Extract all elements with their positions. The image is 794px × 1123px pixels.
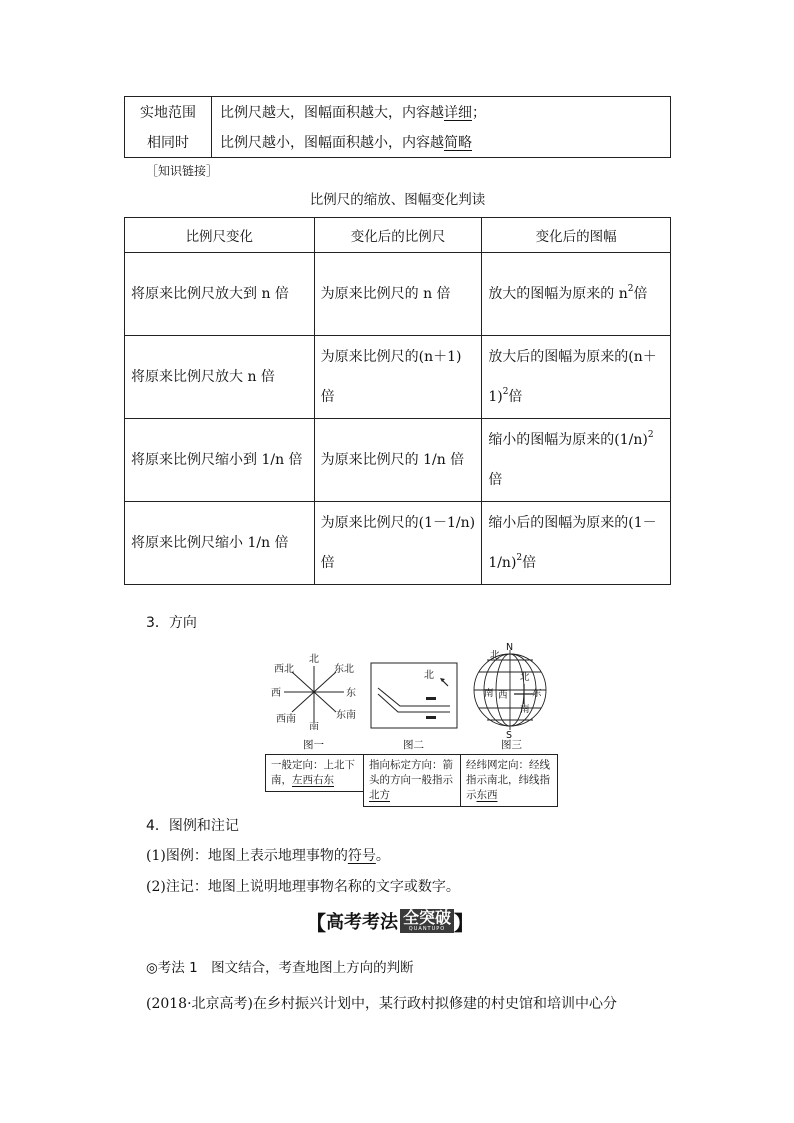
underlined-answer: 简略 — [444, 135, 472, 151]
direction-east-label: 东 — [532, 688, 542, 699]
banner-bracket: 【 — [306, 910, 326, 935]
table-cell: 将原来比例尺放大到 n 倍 — [125, 253, 315, 336]
figure-caption: 经纬网定向：经线指示南北，纬线指示东西 — [460, 754, 558, 807]
direction-northwest-label: 西北 — [274, 664, 294, 675]
column-header: 变化后的图幅 — [482, 218, 671, 253]
table-cell: 放大的图幅为原来的 $n^2$倍 — [482, 253, 671, 336]
underlined-answer: 详细 — [444, 105, 472, 121]
direction-north-label: 北 — [520, 672, 530, 683]
direction-north-label: 北 — [490, 650, 500, 661]
pole-north-label: N — [506, 642, 514, 653]
pole-south-label: S — [506, 730, 513, 738]
figure-caption: 一般定向：上北下南，左西右东 — [265, 754, 367, 792]
graticule-globe-diagram — [470, 642, 554, 738]
knowledge-link-label: ［知识链接］ — [146, 164, 219, 178]
table-cell — [212, 127, 671, 158]
figure-label: 图三 — [501, 739, 522, 751]
banner-highlight: 全突破 QUANTUPO — [400, 909, 454, 933]
direction-northeast-label: 东北 — [334, 664, 354, 675]
table-cell: 为原来比例尺的(n＋1)倍 — [314, 336, 482, 419]
table-cell: 相同时 — [125, 127, 212, 158]
table-cell: 将原来比例尺缩小 1/n 倍 — [125, 502, 315, 585]
section-heading-legend: 4．图例和注记 — [146, 818, 239, 834]
cell-text: 比例尺越小，图幅面积越小，内容越 — [220, 135, 444, 151]
table-row — [125, 97, 671, 128]
question-text: (2018·北京高考)在乡村振兴计划中，某行政村拟修建的村史馆和培训中心分 — [146, 996, 618, 1012]
table-header-row — [125, 218, 671, 253]
table-cell: 将原来比例尺放大 n 倍 — [125, 336, 315, 419]
banner-bracket: 】 — [454, 910, 475, 935]
table-cell: 放大后的图幅为原来的$(n+1)^2$倍 — [482, 336, 671, 419]
direction-south-label: 南 — [520, 704, 530, 715]
compass-rose-diagram — [268, 650, 360, 730]
table-row — [125, 419, 671, 502]
column-header: 变化后的比例尺 — [314, 218, 482, 253]
cell-text: 比例尺越大，图幅面积越大，内容越 — [220, 105, 444, 121]
direction-south-label: 南 — [309, 722, 319, 730]
annotation-definition: (2)注记：地图上说明地理事物名称的文字或数字。 — [146, 879, 460, 895]
table-title: 比例尺的缩放、图幅变化判读 — [309, 192, 486, 208]
direction-southeast-label: 东南 — [336, 710, 356, 721]
banner-title: 高考考法 — [326, 912, 398, 933]
figure-caption: 指向标定方向：箭头的方向一般指示北方 — [363, 754, 461, 807]
table-cell — [212, 97, 671, 128]
north-arrow-label: 北 — [424, 670, 434, 681]
direction-south-label: 南 — [484, 688, 494, 699]
table-cell: 为原来比例尺的 1/n 倍 — [314, 419, 482, 502]
table-row — [125, 502, 671, 585]
table-cell: 为原来比例尺的(1－1/n)倍 — [314, 502, 482, 585]
table-cell: 将原来比例尺缩小到 1/n 倍 — [125, 419, 315, 502]
method-heading: ◎考法 1 图文结合，考查地图上方向的判断 — [146, 960, 414, 976]
north-arrow-map-diagram — [370, 662, 458, 730]
table-cell: 缩小后的图幅为原来的$(1-1/n)^2$倍 — [482, 502, 671, 585]
table-row — [125, 127, 671, 158]
figure-label: 图二 — [403, 739, 424, 751]
direction-north-label: 北 — [309, 654, 319, 665]
column-header: 比例尺变化 — [125, 218, 315, 253]
table-cell: 为原来比例尺的 n 倍 — [314, 253, 482, 336]
figure-label: 图一 — [303, 739, 324, 751]
section-heading-direction: 3．方向 — [146, 615, 197, 631]
table-cell: 缩小的图幅为原来的$(1/n)^2$倍 — [482, 419, 671, 502]
section-banner — [306, 906, 474, 936]
scale-change-table — [124, 217, 671, 585]
table-cell: 实地范围 — [125, 97, 212, 128]
table-row — [125, 253, 671, 336]
scale-detail-table — [124, 96, 671, 158]
direction-east-label: 东 — [346, 688, 356, 699]
cell-text: ； — [472, 105, 486, 121]
direction-southwest-label: 西南 — [276, 714, 296, 725]
table-row — [125, 336, 671, 419]
direction-west-label: 西 — [271, 688, 281, 699]
direction-west-label: 西 — [498, 690, 508, 701]
legend-definition: (1)图例：地图上表示地理事物的符号。 — [146, 848, 390, 864]
